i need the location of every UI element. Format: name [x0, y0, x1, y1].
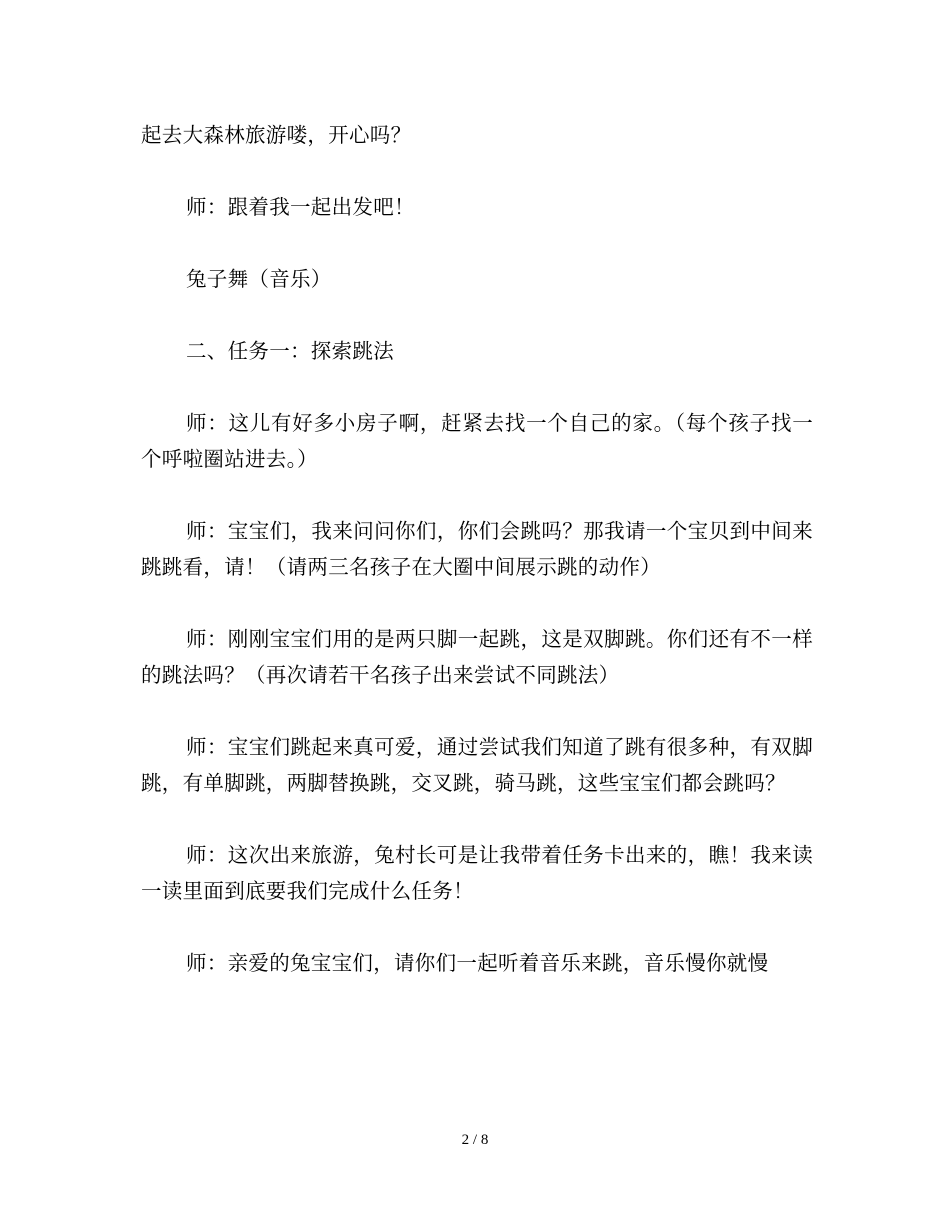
paragraph-6: 师：宝宝们，我来问问你们，你们会跳吗？那我请一个宝贝到中间来跳跳看，请！（请两三名孩子在大圈中间展示跳的动作） [141, 519, 813, 579]
document-body [141, 117, 813, 981]
paragraph-9: 师：这次出来旅游，兔村长可是让我带着任务卡出来的，瞧！我来读一读里面到底要我们完成什么任务！ [141, 843, 813, 903]
paragraph-2: 师：跟着我一起出发吧！ [186, 195, 415, 219]
paragraph-1: 起去大森林旅游喽，开心吗？ [141, 123, 412, 147]
paragraph-7: 师：刚刚宝宝们用的是两只脚一起跳，这是双脚跳。你们还有不一样的跳法吗？（再次请若干名孩子出来尝试不同跳法） [141, 627, 813, 687]
paragraph-5: 师：这儿有好多小房子啊，赶紧去找一个自己的家。（每个孩子找一个呼啦圈站进去。） [141, 411, 813, 471]
page-number: 2 / 8 [461, 1132, 489, 1148]
paragraph-10: 师：亲爱的兔宝宝们，请你们一起听着音乐来跳，音乐慢你就慢 [186, 951, 769, 975]
paragraph-3: 兔子舞（音乐） [186, 267, 332, 291]
paragraph-8: 师：宝宝们跳起来真可爱，通过尝试我们知道了跳有很多种，有双脚跳，有单脚跳，两脚替换跳，交叉跳，骑马跳，这些宝宝们都会跳吗？ [141, 735, 813, 795]
section-heading: 二、任务一：探索跳法 [186, 339, 394, 363]
